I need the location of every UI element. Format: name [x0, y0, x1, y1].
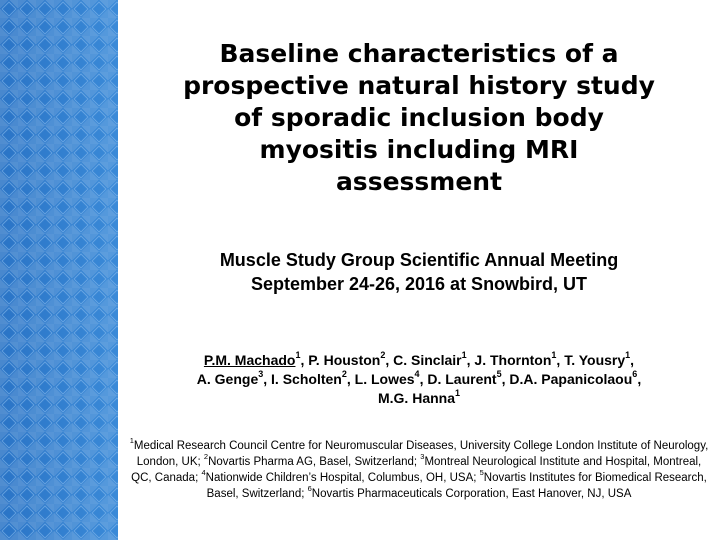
pattern-diamond	[2, 380, 16, 394]
affiliation-marker: 5	[496, 369, 502, 380]
pattern-diamond	[56, 254, 70, 268]
pattern-diamond	[20, 344, 34, 358]
pattern-diamond	[2, 236, 16, 250]
pattern-diamond	[38, 218, 52, 232]
affiliation-marker: 1	[295, 350, 301, 361]
pattern-diamond	[110, 164, 118, 178]
pattern-diamond	[110, 146, 118, 160]
pattern-diamond	[92, 344, 106, 358]
author-name: T. Yousry	[564, 352, 626, 368]
pattern-diamond	[74, 2, 88, 16]
pattern-diamond	[56, 56, 70, 70]
slide-content	[118, 0, 720, 540]
pattern-diamond	[110, 416, 118, 430]
pattern-diamond	[74, 398, 88, 412]
pattern-diamond	[38, 200, 52, 214]
pattern-diamond	[20, 308, 34, 322]
affiliation-marker: 3	[420, 452, 425, 462]
pattern-diamond	[38, 182, 52, 196]
pattern-diamond	[56, 506, 70, 520]
meeting-name: Muscle Study Group Scientific Annual Meeting	[219, 250, 619, 270]
affiliation-text: Montreal Neurological Institute and Hospital, Montreal, QC, Canada;	[131, 456, 702, 484]
pattern-diamond	[92, 290, 106, 304]
pattern-diamond	[74, 218, 88, 232]
pattern-diamond	[56, 416, 70, 430]
pattern-diamond	[38, 56, 52, 70]
pattern-diamond	[56, 110, 70, 124]
affiliation-text: Novartis Pharmaceuticals Corporation, East Hanover, NJ, USA	[311, 488, 632, 500]
author-name: L. Lowes	[354, 371, 415, 387]
pattern-diamond	[110, 488, 118, 502]
affiliation-text: Novartis Pharma AG, Basel, Switzerland;	[208, 456, 421, 468]
pattern-diamond	[110, 272, 118, 286]
pattern-diamond	[56, 164, 70, 178]
pattern-diamond	[56, 488, 70, 502]
sidebar-pattern	[0, 0, 118, 540]
pattern-diamond	[2, 2, 16, 16]
pattern-diamond	[74, 200, 88, 214]
pattern-diamond	[56, 128, 70, 142]
pattern-diamond	[92, 452, 106, 466]
author-name: P.M. Machado	[203, 352, 296, 368]
pattern-diamond	[92, 398, 106, 412]
pattern-diamond	[92, 434, 106, 448]
pattern-diamond	[110, 110, 118, 124]
pattern-diamond	[38, 2, 52, 16]
pattern-diamond	[92, 128, 106, 142]
pattern-diamond	[74, 74, 88, 88]
pattern-diamond	[74, 506, 88, 520]
pattern-diamond	[2, 326, 16, 340]
pattern-diamond	[20, 2, 34, 16]
pattern-diamond	[74, 56, 88, 70]
pattern-diamond	[56, 218, 70, 232]
pattern-diamond	[56, 200, 70, 214]
title-line: prospective natural history study	[183, 71, 655, 100]
pattern-diamond	[20, 128, 34, 142]
author-name: D. Laurent	[427, 371, 497, 387]
pattern-diamond	[38, 362, 52, 376]
pattern-diamond	[92, 92, 106, 106]
affiliation-marker: 4	[201, 468, 206, 478]
pattern-diamond	[2, 164, 16, 178]
pattern-diamond	[110, 218, 118, 232]
pattern-diamond	[92, 506, 106, 520]
pattern-diamond	[20, 434, 34, 448]
pattern-diamond	[38, 380, 52, 394]
meeting-info	[138, 248, 700, 296]
author-name: I. Scholten	[271, 371, 342, 387]
pattern-diamond	[20, 380, 34, 394]
pattern-diamond	[56, 398, 70, 412]
pattern-diamond	[110, 290, 118, 304]
affiliation-marker: 2	[341, 369, 347, 380]
meeting-date-location: September 24-26, 2016 at Snowbird, UT	[250, 274, 588, 294]
pattern-diamond	[20, 398, 34, 412]
author-line: A. Genge$^3$, I. Scholten$^2$, L. Lowes$^4$, D. Laurent$^5$, D.A. Papanicolaou$^6$,	[196, 369, 642, 387]
affiliation-marker: 1	[455, 388, 461, 399]
pattern-diamond	[38, 470, 52, 484]
pattern-diamond	[56, 236, 70, 250]
title-line: Baseline characteristics of a	[219, 39, 619, 68]
author-line: P.M. Machado$^1$, P. Houston$^2$, C. Sinclair$^1$, J. Thornton$^1$, T. Yousry$^1$,	[203, 350, 635, 368]
pattern-diamond	[20, 56, 34, 70]
affiliation-text: Medical Research Council Centre for Neuromuscular Diseases, University College London Institute of Neurology, London, UK;	[133, 440, 709, 468]
pattern-diamond	[20, 146, 34, 160]
pattern-diamond	[110, 128, 118, 142]
author-name: M.G. Hanna	[377, 390, 455, 406]
pattern-diamond	[38, 128, 52, 142]
pattern-diamond	[2, 110, 16, 124]
pattern-diamond	[92, 488, 106, 502]
pattern-diamond	[110, 254, 118, 268]
pattern-diamond	[56, 290, 70, 304]
affiliation-marker: 2	[380, 350, 386, 361]
pattern-diamond	[20, 236, 34, 250]
pattern-diamond	[56, 434, 70, 448]
pattern-diamond	[110, 362, 118, 376]
pattern-diamond	[56, 92, 70, 106]
pattern-diamond	[92, 56, 106, 70]
pattern-diamond	[56, 38, 70, 52]
pattern-diamond	[2, 218, 16, 232]
pattern-diamond	[92, 164, 106, 178]
pattern-diamond	[92, 200, 106, 214]
pattern-diamond	[20, 74, 34, 88]
pattern-diamond	[2, 290, 16, 304]
affiliation-marker: 5	[479, 468, 484, 478]
pattern-diamond	[38, 20, 52, 34]
pattern-diamond	[74, 524, 88, 538]
pattern-diamond	[38, 254, 52, 268]
pattern-diamond	[20, 326, 34, 340]
pattern-diamond	[110, 344, 118, 358]
pattern-diamond	[2, 74, 16, 88]
pattern-diamond	[38, 290, 52, 304]
pattern-diamond	[38, 524, 52, 538]
pattern-diamond	[2, 128, 16, 142]
pattern-diamond	[92, 254, 106, 268]
pattern-diamond	[2, 452, 16, 466]
pattern-diamond	[92, 182, 106, 196]
pattern-diamond	[56, 308, 70, 322]
pattern-diamond	[2, 470, 16, 484]
pattern-diamond	[92, 416, 106, 430]
pattern-diamond	[74, 452, 88, 466]
pattern-diamond	[92, 146, 106, 160]
pattern-diamond	[74, 182, 88, 196]
pattern-diamond	[110, 200, 118, 214]
pattern-diamond	[38, 74, 52, 88]
pattern-diamond	[2, 182, 16, 196]
pattern-diamond	[2, 344, 16, 358]
pattern-diamond	[74, 416, 88, 430]
affiliation-marker: 6	[307, 484, 312, 494]
pattern-diamond	[38, 326, 52, 340]
author-name: D.A. Papanicolaou	[509, 371, 633, 387]
pattern-diamond	[110, 434, 118, 448]
pattern-diamond	[110, 56, 118, 70]
affiliation-marker: 3	[258, 369, 264, 380]
pattern-diamond	[92, 362, 106, 376]
pattern-diamond	[110, 470, 118, 484]
pattern-diamond	[38, 488, 52, 502]
slide-title	[133, 38, 705, 198]
pattern-diamond	[2, 308, 16, 322]
pattern-diamond	[74, 92, 88, 106]
pattern-diamond	[74, 380, 88, 394]
affiliation-text: Novartis Institutes for Biomedical Research, Basel, Switzerland;	[206, 472, 707, 500]
title-line: of sporadic inclusion body	[234, 103, 604, 132]
pattern-diamond	[38, 164, 52, 178]
pattern-diamond	[56, 362, 70, 376]
pattern-diamond	[20, 164, 34, 178]
pattern-diamond	[92, 308, 106, 322]
pattern-diamond	[20, 290, 34, 304]
pattern-diamond	[92, 470, 106, 484]
pattern-diamond	[110, 524, 118, 538]
pattern-diamond	[110, 506, 118, 520]
pattern-diamond	[20, 524, 34, 538]
affiliation-text: Nationwide Children’s Hospital, Columbus, OH, USA;	[205, 472, 480, 484]
pattern-diamond	[110, 380, 118, 394]
pattern-diamond	[92, 236, 106, 250]
pattern-diamond	[110, 236, 118, 250]
pattern-diamond	[74, 434, 88, 448]
pattern-diamond	[20, 110, 34, 124]
pattern-diamond	[74, 236, 88, 250]
pattern-diamond	[20, 470, 34, 484]
pattern-diamond	[92, 74, 106, 88]
pattern-diamond	[2, 434, 16, 448]
pattern-diamond	[92, 20, 106, 34]
affiliations	[128, 438, 710, 502]
pattern-diamond	[38, 434, 52, 448]
pattern-diamond	[92, 380, 106, 394]
pattern-diamond	[38, 146, 52, 160]
pattern-diamond	[38, 344, 52, 358]
pattern-diamond	[56, 2, 70, 16]
pattern-diamond	[74, 308, 88, 322]
pattern-diamond	[74, 146, 88, 160]
author-name: J. Thornton	[474, 352, 552, 368]
affiliation-marker: 1	[625, 350, 631, 361]
title-line: assessment	[335, 167, 503, 196]
pattern-diamond	[2, 524, 16, 538]
author-name: C. Sinclair	[393, 352, 462, 368]
pattern-diamond	[92, 38, 106, 52]
affiliation-marker: 2	[203, 452, 209, 462]
pattern-diamond	[56, 74, 70, 88]
author-name: P. Houston	[308, 352, 381, 368]
pattern-diamond	[110, 92, 118, 106]
pattern-diamond	[2, 92, 16, 106]
pattern-diamond	[56, 20, 70, 34]
pattern-diamond	[110, 38, 118, 52]
pattern-diamond	[110, 74, 118, 88]
pattern-diamond	[20, 182, 34, 196]
pattern-diamond	[92, 218, 106, 232]
pattern-diamond	[38, 452, 52, 466]
pattern-diamond	[74, 326, 88, 340]
pattern-diamond	[74, 290, 88, 304]
pattern-diamond	[56, 326, 70, 340]
pattern-diamond	[20, 452, 34, 466]
affiliation-marker: 1	[461, 350, 467, 361]
affiliation-marker: 1	[129, 436, 134, 446]
pattern-diamond	[20, 200, 34, 214]
pattern-diamond	[38, 308, 52, 322]
pattern-diamond	[2, 398, 16, 412]
pattern-diamond	[92, 272, 106, 286]
pattern-diamond	[20, 38, 34, 52]
pattern-diamond	[2, 506, 16, 520]
pattern-diamond	[56, 470, 70, 484]
pattern-diamond	[74, 272, 88, 286]
pattern-diamond	[92, 110, 106, 124]
pattern-diamond	[38, 506, 52, 520]
pattern-diamond	[92, 524, 106, 538]
pattern-diamond	[74, 254, 88, 268]
pattern-diamond	[56, 380, 70, 394]
pattern-diamond	[20, 506, 34, 520]
pattern-diamond	[56, 344, 70, 358]
pattern-diamond	[38, 92, 52, 106]
pattern-diamond	[74, 20, 88, 34]
pattern-diamond	[20, 488, 34, 502]
pattern-diamond	[92, 2, 106, 16]
pattern-diamond	[20, 20, 34, 34]
pattern-diamond	[20, 92, 34, 106]
pattern-diamond	[2, 362, 16, 376]
pattern-diamond	[20, 254, 34, 268]
pattern-diamond	[20, 362, 34, 376]
pattern-diamond	[110, 308, 118, 322]
pattern-diamond	[74, 488, 88, 502]
pattern-diamond	[2, 20, 16, 34]
pattern-diamond	[74, 38, 88, 52]
pattern-diamond	[20, 272, 34, 286]
affiliation-marker: 1	[551, 350, 557, 361]
decorative-sidebar	[0, 0, 118, 540]
pattern-diamond	[2, 146, 16, 160]
pattern-diamond	[38, 272, 52, 286]
pattern-diamond	[20, 218, 34, 232]
pattern-diamond	[2, 200, 16, 214]
pattern-diamond	[74, 470, 88, 484]
affiliation-marker: 6	[632, 369, 638, 380]
pattern-diamond	[110, 2, 118, 16]
pattern-diamond	[74, 164, 88, 178]
pattern-diamond	[2, 38, 16, 52]
pattern-diamond	[74, 128, 88, 142]
pattern-diamond	[38, 236, 52, 250]
pattern-diamond	[74, 362, 88, 376]
author-name: A. Genge	[196, 371, 259, 387]
pattern-diamond	[56, 452, 70, 466]
pattern-diamond	[92, 326, 106, 340]
pattern-diamond	[2, 272, 16, 286]
pattern-diamond	[2, 254, 16, 268]
pattern-diamond	[2, 488, 16, 502]
pattern-diamond	[56, 182, 70, 196]
pattern-diamond	[56, 524, 70, 538]
pattern-diamond	[2, 56, 16, 70]
pattern-diamond	[110, 326, 118, 340]
pattern-diamond	[38, 38, 52, 52]
pattern-diamond	[110, 182, 118, 196]
pattern-diamond	[56, 146, 70, 160]
title-line: myositis including MRI	[259, 135, 579, 164]
pattern-diamond	[38, 398, 52, 412]
author-line	[128, 389, 710, 408]
author-list	[128, 351, 710, 408]
pattern-diamond	[74, 344, 88, 358]
pattern-diamond	[38, 416, 52, 430]
pattern-diamond	[56, 272, 70, 286]
pattern-diamond	[38, 110, 52, 124]
pattern-diamond	[74, 110, 88, 124]
pattern-diamond	[110, 398, 118, 412]
pattern-diamond	[2, 416, 16, 430]
pattern-diamond	[110, 452, 118, 466]
affiliation-marker: 4	[414, 369, 420, 380]
pattern-diamond	[110, 20, 118, 34]
pattern-diamond	[20, 416, 34, 430]
